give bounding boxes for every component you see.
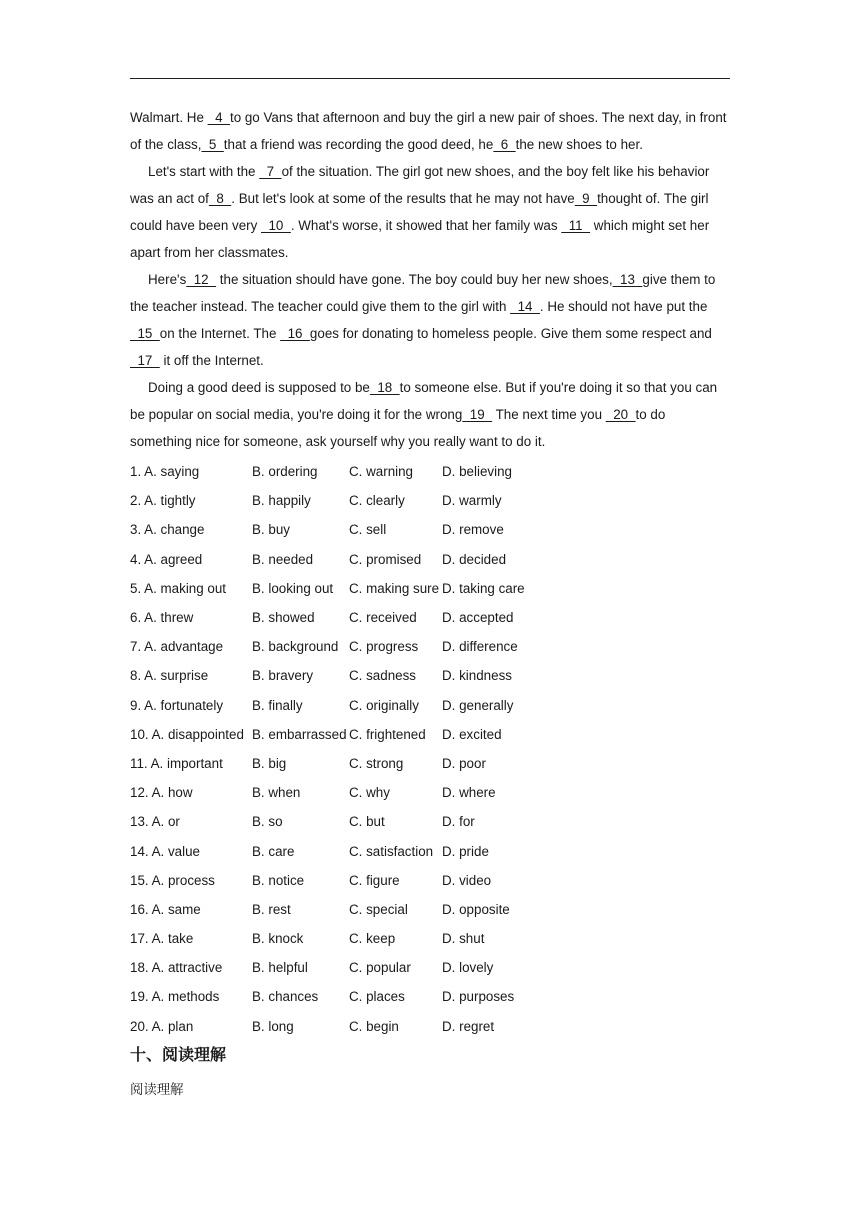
option-choice: D. pride <box>442 843 489 859</box>
option-choice: 4. A. agreed <box>130 551 203 567</box>
option-choice: 5. A. making out <box>130 580 227 596</box>
blank-16: 16 <box>280 326 310 341</box>
option-row <box>130 866 730 895</box>
passage-text: to go Vans that afternoon and buy the girl a new pair of shoes. The next day, in front of the class, <box>130 110 727 152</box>
passage-text: . He should not have put the <box>539 299 708 314</box>
option-choice: B. long <box>252 1018 294 1034</box>
paragraph-2 <box>130 158 730 266</box>
blank-8: 8 <box>208 191 232 206</box>
option-choice: 18. A. attractive <box>130 960 223 976</box>
option-choice: B. showed <box>252 610 315 626</box>
passage-text: it off the Internet. <box>159 353 264 368</box>
section-subtitle: 阅读理解 <box>130 1083 184 1098</box>
option-row <box>130 661 730 690</box>
option-choice: 6. A. threw <box>130 610 194 626</box>
blank-20: 20 <box>605 407 636 422</box>
option-choice: D. lovely <box>442 960 494 976</box>
option-choice: B. ordering <box>252 464 318 480</box>
section-title: 十、阅读理解 <box>130 1045 227 1064</box>
blank-13: 13 <box>612 272 643 287</box>
passage-text: the new shoes to her. <box>515 137 643 152</box>
passage-text: Let's start with the <box>148 164 260 179</box>
option-choice: C. frightened <box>349 726 426 742</box>
option-choice: 14. A. value <box>130 843 200 859</box>
option-choice: C. figure <box>349 872 400 888</box>
option-choice: 17. A. take <box>130 931 194 947</box>
passage-text: on the Internet. The <box>159 326 281 341</box>
option-choice: C. sadness <box>349 668 416 684</box>
option-choice: C. why <box>349 785 390 801</box>
blank-4: 4 <box>207 110 230 125</box>
option-choice: 2. A. tightly <box>130 493 196 509</box>
option-row <box>130 953 730 982</box>
option-choice: C. popular <box>349 960 411 976</box>
blank-19: 19 <box>462 407 493 422</box>
passage-text: to do something nice for someone, ask yourself why you really want to do it. <box>130 407 666 449</box>
option-choice: D. difference <box>442 639 518 655</box>
option-row <box>130 603 730 632</box>
option-row <box>130 515 730 544</box>
option-choice: C. sell <box>349 522 387 538</box>
passage-text: Doing a good deed is supposed to be <box>148 380 370 395</box>
option-choice: C. promised <box>349 551 422 567</box>
option-choice: 19. A. methods <box>130 989 220 1005</box>
option-row <box>130 691 730 720</box>
option-row <box>130 749 730 778</box>
option-choice: B. big <box>252 755 287 771</box>
blank-7: 7 <box>259 164 282 179</box>
option-choice: C. progress <box>349 639 419 655</box>
passage-text: . But let's look at some of the results that he may not have <box>231 191 575 206</box>
option-choice: B. looking out <box>252 580 334 596</box>
option-choice: 9. A. fortunately <box>130 697 224 713</box>
blank-12: 12 <box>186 272 217 287</box>
option-choice: C. but <box>349 814 385 830</box>
header-rule <box>130 78 730 79</box>
blank-5: 5 <box>201 137 224 152</box>
option-row <box>130 486 730 515</box>
option-choice: D. warmly <box>442 493 502 509</box>
passage-text: . What's worse, it showed that her family was <box>290 218 562 233</box>
passage-text: that a friend was recording the good deed, he <box>223 137 494 152</box>
option-choice: B. care <box>252 843 295 859</box>
option-choice: C. making sure <box>349 580 440 596</box>
option-choice: 8. A. surprise <box>130 668 209 684</box>
paragraph-3 <box>130 266 730 374</box>
option-row <box>130 924 730 953</box>
option-choice: C. keep <box>349 931 396 947</box>
option-choice: B. embarrassed <box>252 726 347 742</box>
option-choice: C. begin <box>349 1018 399 1034</box>
option-choice: B. finally <box>252 697 303 713</box>
paragraph-4 <box>130 374 730 455</box>
passage-text: Walmart. He <box>130 110 208 125</box>
option-choice: 20. A. plan <box>130 1018 194 1034</box>
option-choice: 15. A. process <box>130 872 215 888</box>
option-choice: B. bravery <box>252 668 314 684</box>
option-choice: D. opposite <box>442 901 510 917</box>
passage-text: thought of. The girl could have been very <box>130 191 709 233</box>
option-choice: C. places <box>349 989 405 1005</box>
option-choice: B. buy <box>252 522 290 538</box>
option-choice: B. when <box>252 785 301 801</box>
option-choice: 7. A. advantage <box>130 639 224 655</box>
blank-15: 15 <box>130 326 160 341</box>
blank-14: 14 <box>510 299 540 314</box>
passage-text: of the situation. The girl got new shoes, and the boy felt like his behavior was an act of <box>130 164 710 206</box>
option-row <box>130 1012 730 1041</box>
option-choice: 3. A. change <box>130 522 205 538</box>
option-row <box>130 836 730 865</box>
option-row <box>130 720 730 749</box>
passage-text: goes for donating to homeless people. Give them some respect and <box>309 326 712 341</box>
option-choice: D. accepted <box>442 610 514 626</box>
option-choice: B. background <box>252 639 339 655</box>
option-choice: 13. A. or <box>130 814 180 830</box>
option-choice: D. poor <box>442 755 486 771</box>
option-choice: B. rest <box>252 901 291 917</box>
option-choice: C. received <box>349 610 417 626</box>
answer-options <box>130 457 730 1041</box>
option-choice: D. remove <box>442 522 504 538</box>
option-choice: C. special <box>349 901 408 917</box>
option-row <box>130 895 730 924</box>
option-choice: B. so <box>252 814 283 830</box>
blank-17: 17 <box>130 353 160 368</box>
blank-11: 11 <box>561 218 591 233</box>
passage-text: the situation should have gone. The boy could buy her new shoes, <box>216 272 613 287</box>
option-row <box>130 982 730 1011</box>
passage-text: Here's <box>148 272 187 287</box>
option-row <box>130 574 730 603</box>
option-choice: 12. A. how <box>130 785 193 801</box>
passage-text: which might set her apart from her classmates. <box>130 218 710 260</box>
option-row <box>130 778 730 807</box>
option-choice: C. originally <box>349 697 419 713</box>
blank-9: 9 <box>574 191 598 206</box>
option-choice: C. clearly <box>349 493 405 509</box>
option-choice: 10. A. disappointed <box>130 726 244 742</box>
blank-18: 18 <box>369 380 400 395</box>
option-row <box>130 545 730 574</box>
option-choice: D. purposes <box>442 989 515 1005</box>
option-choice: D. kindness <box>442 668 512 684</box>
option-choice: D. where <box>442 785 496 801</box>
option-choice: 16. A. same <box>130 901 201 917</box>
blank-6: 6 <box>493 137 516 152</box>
option-choice: D. decided <box>442 551 507 567</box>
option-choice: 11. A. important <box>130 755 223 771</box>
option-choice: D. for <box>442 814 475 830</box>
option-choice: D. generally <box>442 697 514 713</box>
option-row <box>130 457 730 486</box>
cloze-passage <box>130 104 730 455</box>
option-choice: C. satisfaction <box>349 843 434 859</box>
option-choice: D. regret <box>442 1018 495 1034</box>
option-choice: D. excited <box>442 726 502 742</box>
option-choice: C. strong <box>349 755 404 771</box>
option-choice: B. knock <box>252 931 304 947</box>
passage-text: give them to the teacher instead. The teacher could give them to the girl with <box>130 272 716 314</box>
option-row <box>130 807 730 836</box>
option-choice: D. video <box>442 872 492 888</box>
option-choice: B. happily <box>252 493 311 509</box>
paragraph-1 <box>130 104 730 158</box>
option-choice: D. believing <box>442 464 512 480</box>
option-choice: D. taking care <box>442 580 525 596</box>
option-choice: B. helpful <box>252 960 308 976</box>
option-choice: B. needed <box>252 551 314 567</box>
option-choice: B. notice <box>252 872 305 888</box>
passage-text: The next time you <box>492 407 606 422</box>
blank-10: 10 <box>261 218 291 233</box>
option-choice: B. chances <box>252 989 319 1005</box>
option-row <box>130 632 730 661</box>
passage-text: to someone else. But if you're doing it so that you can be popular on social media, you're doing it for the wrong <box>130 380 718 422</box>
option-choice: 1. A. saying <box>130 464 200 480</box>
option-choice: D. shut <box>442 931 485 947</box>
option-choice: C. warning <box>349 464 414 480</box>
